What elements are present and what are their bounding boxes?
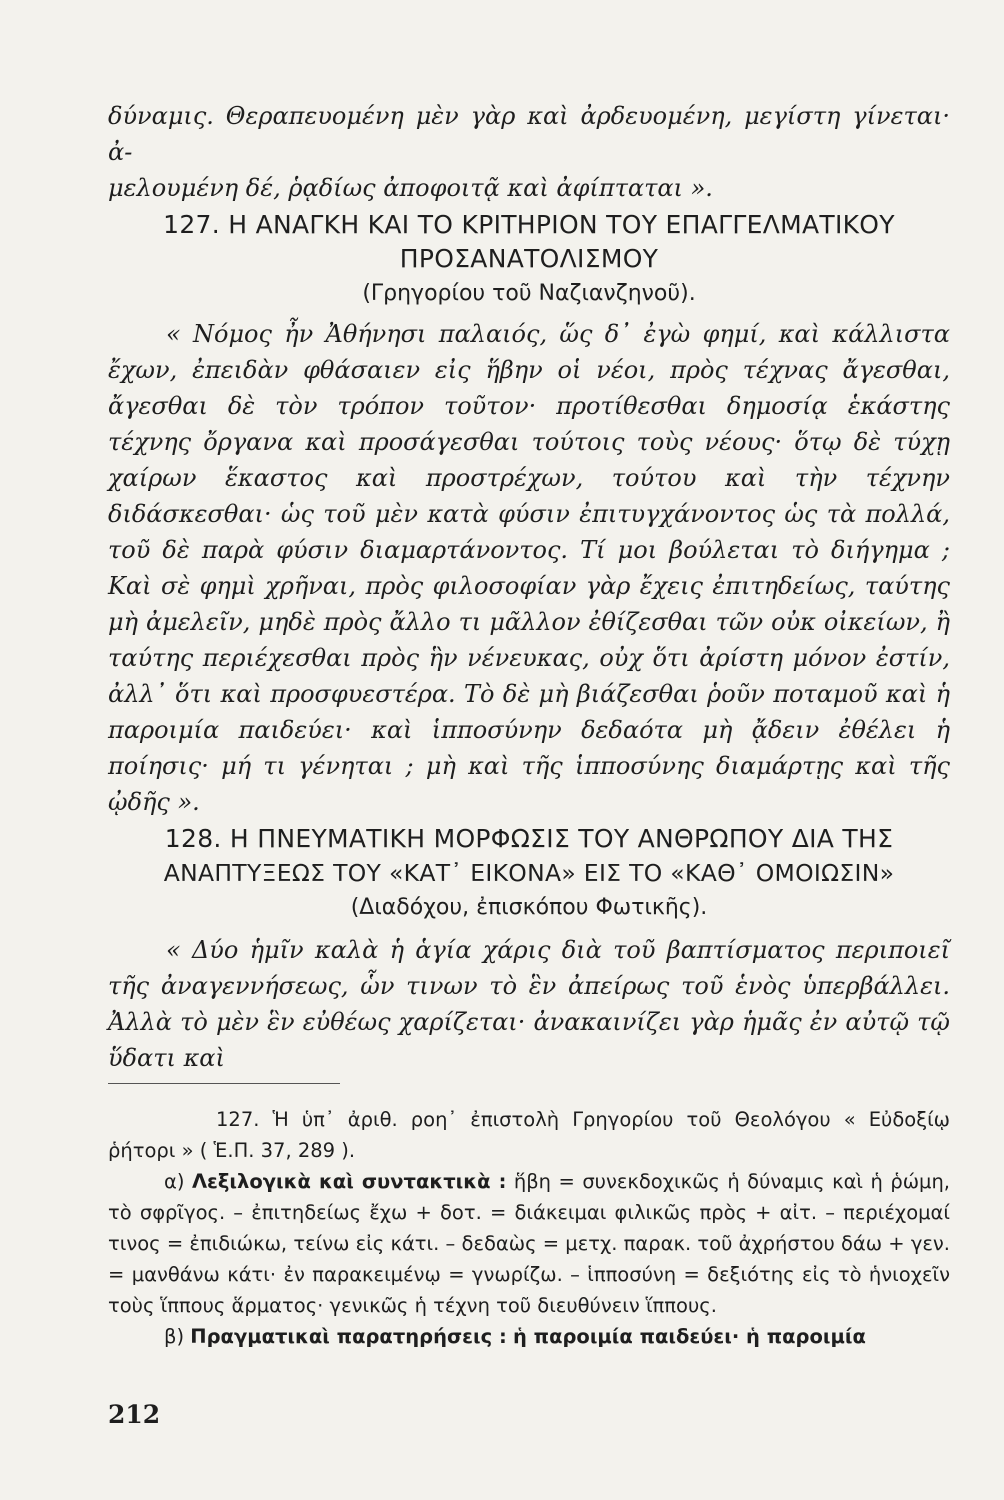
section-127 [108,208,950,820]
continued-line-1: δύναμις. Θεραπευομένη μὲν γὰρ καὶ ἀρδευομένη, μεγίστη γίνεται· ἀ- [108,102,950,166]
footnote-lexical [108,1166,950,1321]
footnote [108,1104,950,1352]
section-128-text: « Δύο ἡμῖν καλὰ ἡ ἁγία χάρις διὰ τοῦ βαπτίσματος περιποιεῖ τῆς ἀναγεννήσεως, ὧν τινων τὸ ἓν ἀπείρως τοῦ ἑνὸς ὑπερβάλλει. Ἀλλὰ τὸ μὲν ἓν εὐθέως χαρίζεται· ἀνακαινίζει γὰρ ἡμᾶς ἐν αὐτῷ τῷ ὕδατι καὶ [108,936,950,1072]
section-127-title-line2: ΠΡΟΣΑΝΑΤΟΛΙΣΜΟΥ [399,244,659,273]
section-128 [108,822,950,1076]
footnote-b-marker: β) [164,1325,185,1348]
section-127-title-line1: Η ΑΝΑΓΚΗ ΚΑΙ ΤΟ ΚΡΙΤΗΡΙΟΝ ΤΟΥ ΕΠΑΓΓΕΛΜΑΤΙΚΟΥ [228,210,895,239]
section-128-title-line1: Η ΠΝΕΥΜΑΤΙΚΗ ΜΟΡΦΩΣΙΣ ΤΟΥ ΑΝΘΡΩΠΟΥ ΔΙΑ ΤΗΣ [229,824,894,853]
footnote-a-text: ἥβη = συνεκδοχικῶς ἡ δύναμις καὶ ἡ ῥώμη, τὸ σφρῖγος. – ἐπιτηδείως ἔχω + δοτ. = διάκειμαι φιλικῶς πρὸς + αἰτ. – περιέχομαί τινος = ἐπιδιώκω, τείνω εἰς κάτι. – δεδαὼς = μετχ. παρακ. τοῦ ἀχρήστου δάω + γεν. = μανθάνω κάτι· ἐν παρακειμένῳ = γνωρίζω. – ἱπποσύνη = δεξιότης εἰς τὸ ἡνιοχεῖν τοὺς ἵππους ἅρματος· γενικῶς ἡ τέχνη τοῦ διευθύνειν ἵππους. [108,1170,951,1317]
section-128-author: (Διαδόχου, ἐπισκόπου Φωτικῆς). [350,895,708,920]
section-128-title [108,822,950,890]
footnote-remarks [108,1321,950,1352]
section-128-number: 128. [164,824,222,853]
footnote-b-text: ἡ παροιμία παιδεύει· ἡ παροιμία [512,1325,866,1348]
footnote-reference: 127. Ἡ ὑπ᾽ ἀριθ. ροη᾽ ἐπιστολὴ Γρηγορίου τοῦ Θεολόγου « Εὐδοξίῳ ῥήτορι » ( Ἑ.Π. 37, 289 ). [108,1108,950,1162]
continued-paragraph [108,98,950,206]
page-number: 212 [108,1400,161,1429]
section-127-author: (Γρηγορίου τοῦ Ναζιανζηνοῦ). [362,281,696,306]
footnote-b-heading: Πραγματικαὶ παρατηρήσεις : [190,1325,507,1348]
footnote-a-marker: α) [164,1170,185,1193]
section-128-title-line2: ΑΝΑΠΤΥΞΕΩΣ ΤΟΥ «ΚΑΤ᾽ ΕΙΚΟΝΑ» ΕΙΣ ΤΟ «ΚΑΘ᾽ ΟΜΟΙΩΣΙΝ» [163,859,895,887]
footnote-divider [108,1083,340,1084]
section-127-number: 127. [163,210,221,239]
continued-line-2: μελουμένη δέ, ῥᾳδίως ἀποφοιτᾷ καὶ ἀφίπταται ». [108,174,713,202]
section-127-text: « Νόμος ἦν Ἀθήνησι παλαιός, ὥς δ᾽ ἐγὼ φημί, καὶ κάλλιστα ἔχων, ἐπειδὰν φθάσαιεν εἰς ἥβην οἱ νέοι, πρὸς τέχνας ἄγεσθαι, ἄγεσθαι δὲ τὸν τρόπον τοῦτον· προτίθεσθαι δημοσίᾳ ἑκάστης τέχνης ὄργανα καὶ προσάγεσθαι τούτοις τοὺς νέους· ὅτῳ δὲ τύχῃ χαίρων ἕκαστος καὶ προστρέχων, τούτου καὶ τὴν τέχνην διδάσκεσθαι· ὡς τοῦ μὲν κατὰ φύσιν ἐπιτυγχάνοντος ὡς τὰ πολλά, τοῦ δὲ παρὰ φύσιν διαμαρτάνοντος. Τί μοι βούλεται τὸ διήγημα ; Καὶ σὲ φημὶ χρῆναι, πρὸς φιλοσοφίαν γὰρ ἔχεις ἐπιτηδείως, ταύτης μὴ ἀμελεῖν, μηδὲ πρὸς ἄλλο τι μᾶλλον ἐθίζεσθαι τῶν οὐκ οἰκείων, ἢ ταύτης περιέχεσθαι πρὸς ἣν νένευκας, οὐχ ὅτι ἀρίστη μόνον ἐστίν, ἀλλ᾽ ὅτι καὶ προσφυεστέρα. Τὸ δὲ μὴ βιάζεσθαι ῥοῦν ποταμοῦ καὶ ἡ παροιμία παιδεύει· καὶ ἱπποσύνην δεδαότα μὴ ᾄδειν ἐθέλει ἡ ποίησις· μή τι γένηται ; μὴ καὶ τῆς ἱπποσύνης διαμάρτῃς καὶ τῆς ᾠδῆς ». [108,320,950,816]
section-127-title [108,208,950,276]
footnote-a-heading: Λεξιλογικὰ καὶ συντακτικὰ : [191,1170,507,1193]
